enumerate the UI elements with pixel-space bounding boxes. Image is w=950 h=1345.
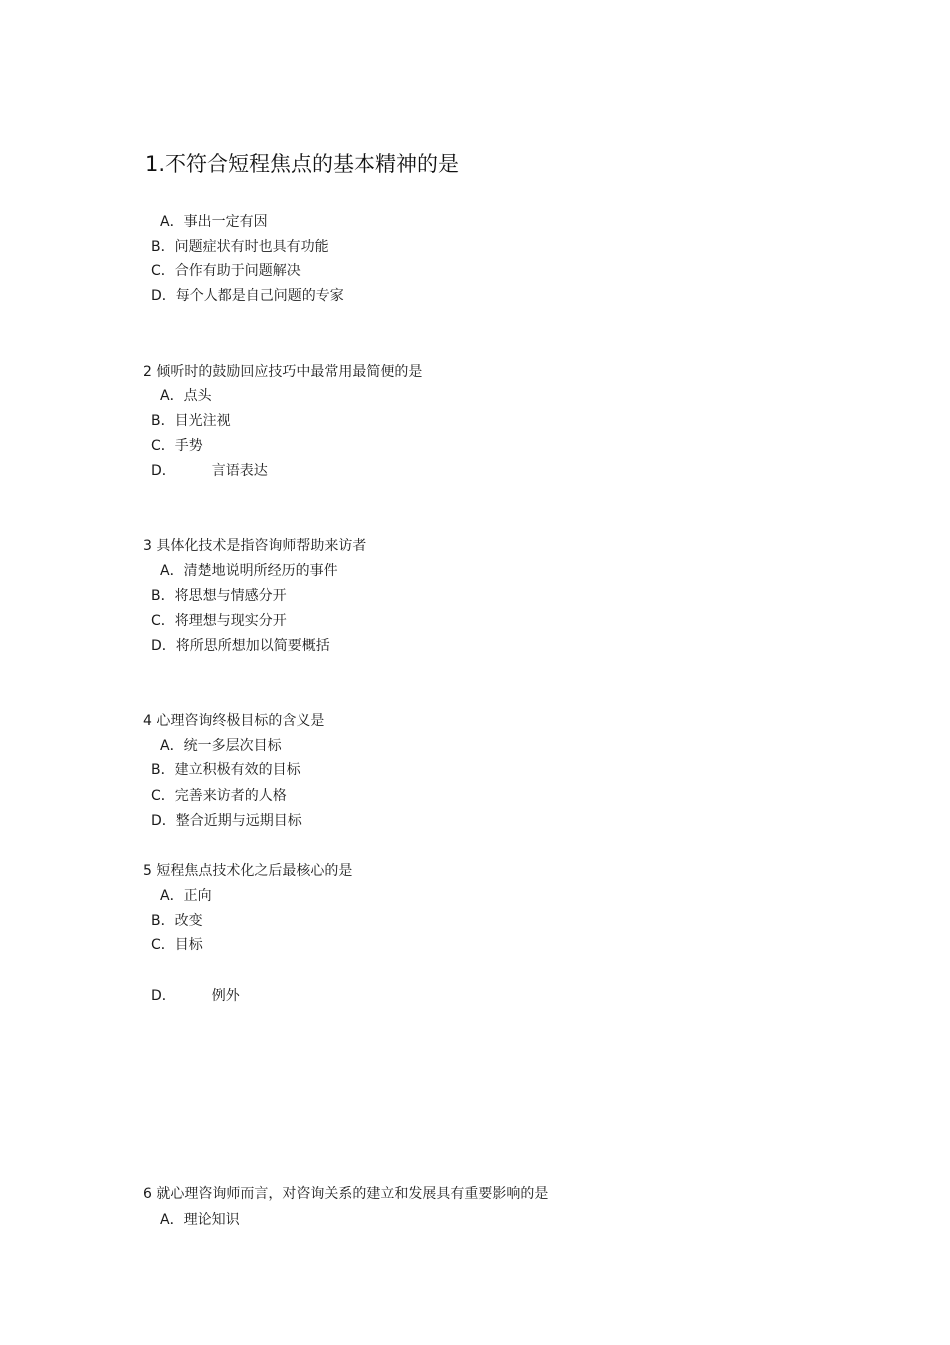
question-2-option-d (151, 462, 268, 480)
option-text: 例外 (211, 988, 240, 1004)
question-1-option-a (160, 213, 268, 231)
option-text: 目光注视 (174, 413, 231, 429)
option-letter: D． (151, 638, 176, 654)
option-letter: A． (160, 388, 184, 404)
option-letter: D． (151, 988, 176, 1004)
option-text: 将理想与现实分开 (174, 613, 287, 629)
option-letter: B． (151, 913, 175, 929)
option-text: 点头 (183, 388, 212, 404)
option-letter: D． (151, 288, 176, 304)
question-4-option-c (151, 787, 287, 805)
option-text: 将所思所想加以简要概括 (175, 638, 330, 654)
question-2-option-b (151, 412, 231, 430)
option-letter: C． (151, 937, 175, 953)
option-text: 整合近期与远期目标 (175, 813, 302, 829)
question-3-option-c (151, 612, 287, 630)
option-letter: D． (151, 463, 176, 479)
option-letter: C． (151, 438, 175, 454)
question-1-title: 1.不符合短程焦点的基本精神的是 (145, 152, 460, 176)
question-1-option-b (151, 238, 329, 256)
option-text: 每个人都是自己问题的专家 (175, 288, 344, 304)
option-text: 理论知识 (183, 1212, 240, 1228)
option-text: 正向 (183, 888, 212, 904)
question-5-option-d (151, 987, 240, 1005)
question-3-option-d (151, 637, 330, 655)
option-letter: B． (151, 239, 175, 255)
option-letter: A． (160, 888, 184, 904)
option-text: 言语表达 (211, 463, 268, 479)
option-letter: C． (151, 788, 175, 804)
option-letter: B． (151, 588, 175, 604)
option-letter: D． (151, 813, 176, 829)
question-2-option-c (151, 437, 203, 455)
option-text: 完善来访者的人格 (174, 788, 287, 804)
question-3-option-b (151, 587, 287, 605)
question-5-option-b (151, 912, 203, 930)
question-3-option-a (160, 562, 338, 580)
option-letter: C． (151, 263, 175, 279)
option-text: 清楚地说明所经历的事件 (183, 563, 338, 579)
option-text: 手势 (174, 438, 203, 454)
option-text: 将思想与情感分开 (174, 588, 287, 604)
question-5-option-a (160, 887, 212, 905)
question-5-title: 5 短程焦点技术化之后最核心的是 (143, 863, 353, 879)
question-4-title: 4 心理咨询终极目标的含义是 (143, 713, 325, 729)
question-4-option-a (160, 737, 282, 755)
question-4-option-b (151, 761, 301, 779)
question-5-option-c (151, 936, 203, 954)
question-2-title: 2 倾听时的鼓励回应技巧中最常用最简便的是 (143, 364, 423, 380)
option-text: 建立积极有效的目标 (174, 762, 301, 778)
option-letter: A． (160, 563, 184, 579)
option-letter: B． (151, 413, 175, 429)
question-4-option-d (151, 812, 302, 830)
question-6-title: 6 就心理咨询师而言，对咨询关系的建立和发展具有重要影响的是 (143, 1186, 549, 1202)
option-text: 改变 (174, 913, 203, 929)
question-1-option-c (151, 262, 301, 280)
question-2-option-a (160, 387, 212, 405)
question-3-title: 3 具体化技术是指咨询师帮助来访者 (143, 538, 367, 554)
option-letter: B． (151, 762, 175, 778)
option-text: 问题症状有时也具有功能 (174, 239, 329, 255)
option-letter: C． (151, 613, 175, 629)
option-text: 统一多层次目标 (183, 738, 282, 754)
question-1-option-d (151, 287, 344, 305)
question-6-option-a (160, 1211, 240, 1229)
option-text: 目标 (174, 937, 203, 953)
option-letter: A． (160, 1212, 184, 1228)
option-text: 合作有助于问题解决 (174, 263, 301, 279)
option-letter: A． (160, 214, 184, 230)
option-text: 事出一定有因 (183, 214, 268, 230)
option-letter: A． (160, 738, 184, 754)
